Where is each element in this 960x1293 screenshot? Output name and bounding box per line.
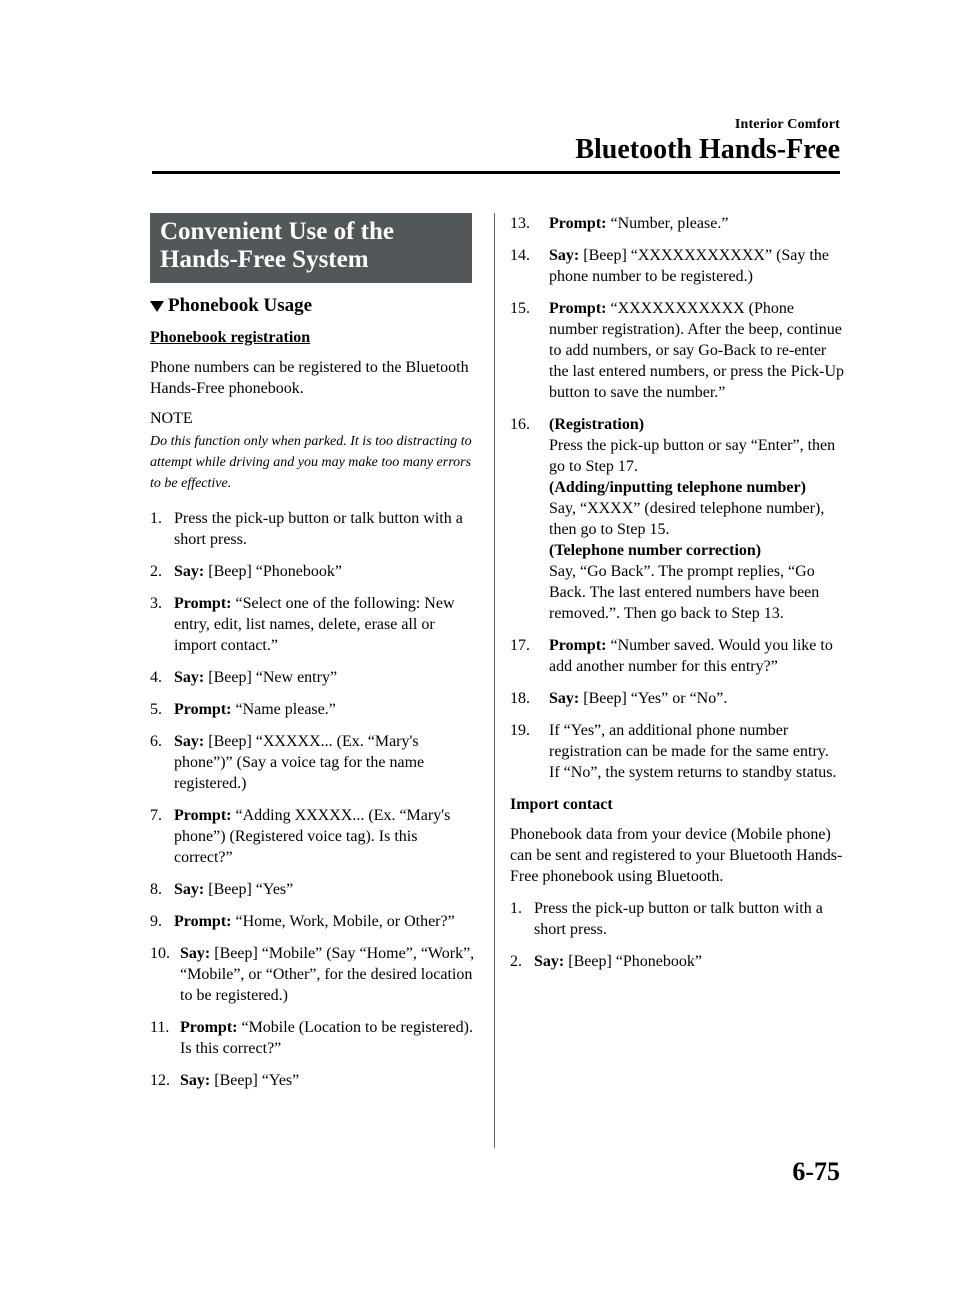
step-item: 15. Prompt: “XXXXXXXXXXX (Phone number registration). After the beep, continue to add numbers, or say Go-Back to re-enter the last entered numbers, or press the Pick-Up button to save the number.”: [510, 300, 845, 401]
step-item: 9. Prompt: “Home, Work, Mobile, or Other?”: [150, 913, 455, 930]
section-title-line2: Hands-Free System: [160, 246, 369, 273]
no-text: If “No”, the system returns to standby status.: [549, 764, 837, 781]
step-item: 12. Say: [Beep] “Yes”: [150, 1072, 300, 1089]
step-item: 17. Prompt: “Number saved. Would you like to add another number for this entry?”: [510, 637, 833, 675]
right-column: [510, 213, 846, 972]
correction-heading: (Telephone number correction): [549, 542, 762, 559]
step-item: 4. Say: [Beep] “New entry”: [150, 669, 338, 686]
step-item: 2. Say: [Beep] “Phonebook”: [510, 953, 702, 970]
import-contact-heading: Import contact: [510, 796, 613, 813]
import-steps-list: [510, 898, 846, 972]
header-rule: [152, 171, 840, 174]
step-item: 8. Say: [Beep] “Yes”: [150, 881, 294, 898]
step-item: 3. Prompt: “Select one of the following: New entry, edit, list names, delete, erase all or import contact.”: [150, 595, 455, 654]
steps-list-left: [150, 508, 476, 1091]
step-item-19: 19. If “Yes”, an additional phone number registration can be made for the same entry. If “No”, the system returns to standby status.: [510, 720, 846, 783]
note-label: NOTE: [150, 410, 193, 427]
subheading: [150, 295, 476, 317]
step-item-16: 16. (Registration) Press the pick-up button or say “Enter”, then go to Step 17. (Adding/inputting telephone number) Say, “XXXX” (desired telephone number), then go to Step 15. (Telephone number correction) Say, “Go Back”. The prompt replies, “Go Back. The last entered numbers have been removed.”. Then go back to Step 13.: [510, 414, 846, 624]
step-item: 11. Prompt: “Mobile (Location to be registered). Is this correct?”: [150, 1019, 473, 1057]
page-number: 6-75: [792, 1157, 840, 1186]
note-text: Do this function only when parked. It is too distracting to attempt while driving and you may make too many errors to be effective.: [150, 434, 472, 491]
yes-text: If “Yes”, an additional phone number registration can be made for the same entry.: [549, 722, 829, 760]
steps-list-right: [510, 213, 846, 783]
step-item: 6. Say: [Beep] “XXXXX... (Ex. “Mary's phone”)” (Say a voice tag for the name registered.): [150, 733, 425, 792]
subheading-text: Phonebook Usage: [168, 295, 313, 316]
correction-text: Say, “Go Back”. The prompt replies, “Go Back. The last entered numbers have been removed.”. Then go back to Step 13.: [549, 563, 820, 622]
step-item: 1. Press the pick-up button or talk button with a short press.: [510, 900, 823, 938]
step-item: 5. Prompt: “Name please.”: [150, 701, 336, 718]
import-contact-text: Phonebook data from your device (Mobile phone) can be sent and registered to your Bluetooth Hands-Free phonebook using Bluetooth.: [510, 826, 843, 885]
registration-text: Press the pick-up button or say “Enter”, then go to Step 17.: [549, 437, 836, 475]
adding-number-text: Say, “XXXX” (desired telephone number), then go to Step 15.: [549, 500, 825, 538]
step-item: 2. Say: [Beep] “Phonebook”: [150, 563, 342, 580]
left-column: [150, 213, 476, 1091]
phonebook-registration-heading: Phonebook registration: [150, 329, 311, 346]
intro-text: Phone numbers can be registered to the Bluetooth Hands-Free phonebook.: [150, 359, 469, 397]
triangle-bullet-icon: [150, 301, 164, 312]
step-item: 18. Say: [Beep] “Yes” or “No”.: [510, 690, 728, 707]
step-item: 14. Say: [Beep] “XXXXXXXXXXX” (Say the phone number to be registered.): [510, 247, 829, 285]
section-title-box: [150, 213, 472, 283]
header-title: Bluetooth Hands-Free: [575, 134, 840, 165]
adding-number-heading: (Adding/inputting telephone number): [549, 479, 806, 496]
step-item: 10. Say: [Beep] “Mobile” (Say “Home”, “Work”, “Mobile”, or “Other”, for the desired location to be registered.): [150, 945, 475, 1004]
step-item: 13. Prompt: “Number, please.”: [510, 215, 729, 232]
step-item: 7. Prompt: “Adding XXXXX... (Ex. “Mary's phone”) (Registered voice tag). Is this correct?”: [150, 807, 451, 866]
registration-heading: (Registration): [549, 416, 645, 433]
column-divider: [494, 213, 495, 1148]
header-section: Interior Comfort: [734, 117, 840, 132]
step-item: 1. Press the pick-up button or talk button with a short press.: [150, 510, 463, 548]
section-title-line1: Convenient Use of the: [160, 218, 395, 245]
